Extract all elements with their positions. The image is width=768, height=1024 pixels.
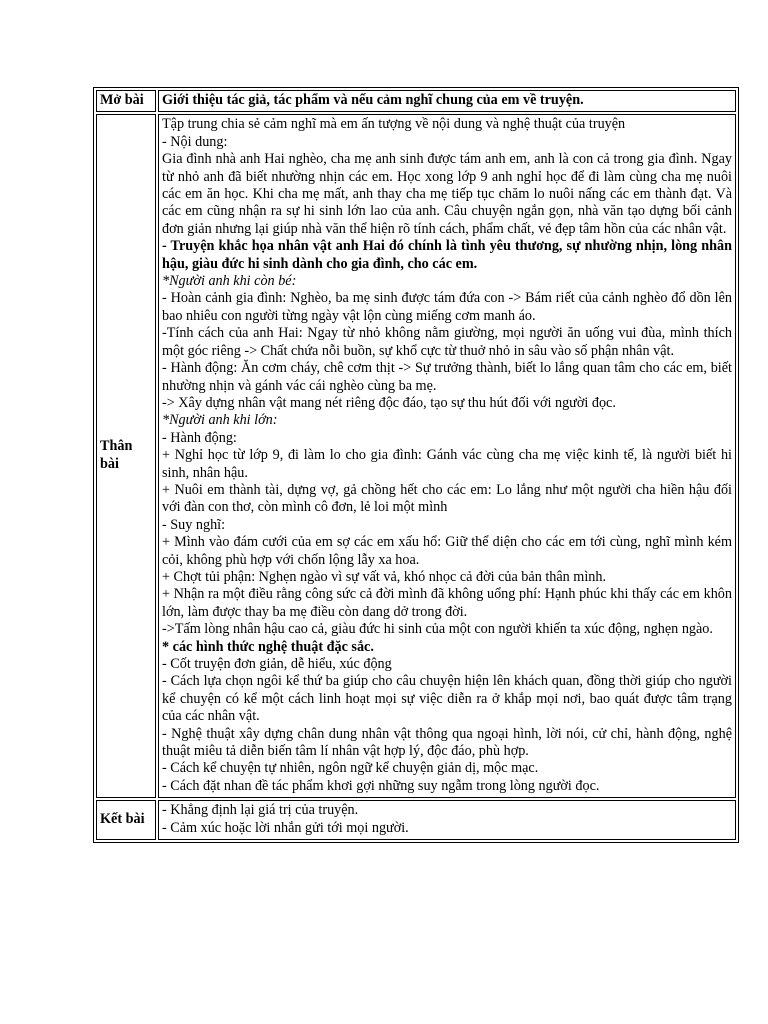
row-than-bai	[96, 114, 736, 798]
content-line: *Người anh khi còn bé:	[162, 273, 297, 290]
content-line: - Cảm xúc hoặc lời nhắn gửi tới mọi người.	[162, 819, 409, 836]
content-line: - Truyện khắc họa nhân vật anh Hai đó chính là tình yêu thương, sự nhường nhịn, lòng nhân hậu, giàu đức hi sinh dành cho gia đình, cho các em.	[162, 238, 732, 272]
row-heading: Kết bài	[96, 800, 156, 840]
row-ket-bai	[96, 800, 736, 840]
content-line: *Người anh khi lớn:	[162, 412, 278, 429]
row-heading: Thân bài	[96, 114, 156, 798]
row-mo-bai	[96, 90, 736, 112]
content-line: - Hành động: Ăn cơm cháy, chê cơm thịt -> Sự trưởng thành, biết lo lắng quan tâm cho các em, biết nhường nhịn và gánh vác cái nghèo cùng ba mẹ.	[162, 360, 732, 394]
content-line: - Hành động:	[162, 429, 237, 446]
content-line: + Nuôi em thành tài, dựng vợ, gả chồng hết cho các em: Lo lắng như một người cha hiền hậu đối với đàn con thơ, còn mình cô đơn, lẻ loi một mình	[162, 481, 732, 516]
row-content	[158, 90, 736, 112]
content-line: -> Xây dựng nhân vật mang nét riêng độc đáo, tạo sự thu hút đối với người đọc.	[162, 394, 616, 411]
content-line: - Cách kể chuyện tự nhiên, ngôn ngữ kể chuyện giản dị, mộc mạc.	[162, 760, 539, 777]
content-line: * các hình thức nghệ thuật đặc sắc.	[162, 638, 374, 655]
content-line: - Cách lựa chọn ngôi kể thứ ba giúp cho câu chuyện hiện lên khách quan, đồng thời giúp cho người kể chuyện có kể một cách linh hoạt mọi sự việc diễn ra ở khắp mọi nơi, bao quát được tâm trạng của các nhân vật.	[162, 673, 732, 725]
content-line: - Nghệ thuật xây dựng chân dung nhân vật thông qua ngoại hình, lời nói, cử chỉ, hành động, nghệ thuật miêu tả diễn biến tâm lí nhân vật hợp lý, độc đáo, phù hợp.	[162, 725, 732, 760]
content-line: - Cách đặt nhan đề tác phẩm khơi gợi những suy ngẫm trong lòng người đọc.	[162, 777, 600, 794]
content-line: + Nhận ra một điều rằng công sức cả đời mình đã không uổng phí: Hạnh phúc khi thấy các em khôn lớn, làm được thay ba mẹ điều còn dang dở trong đời.	[162, 586, 732, 620]
row-content	[158, 800, 736, 840]
content-line: + Chợt tủi phận: Nghẹn ngào vì sự vất vả, khó nhọc cả đời của bản thân mình.	[162, 568, 607, 585]
row-heading: Mở bài	[96, 90, 156, 112]
content-line: - Khẳng định lại giá trị của truyện.	[162, 802, 359, 819]
content-line: + Mình vào đám cưới của em sợ các em xấu hổ: Giữ thể diện cho các em tới cùng, nghĩ mình kém cỏi, không phù hợp với chốn lộng lẫy xa hoa.	[162, 534, 732, 568]
content-line: -Tính cách của anh Hai: Ngay từ nhỏ không nằm giường, mọi người ăn uống vui đùa, mình thích một góc riêng -> Chất chứa nỗi buồn, sự khổ cực từ thuở nhỏ in sâu vào số phận nhân vật.	[162, 325, 732, 359]
content-line: ->Tấm lòng nhân hậu cao cả, giàu đức hi sinh của một con người khiến ta xúc động, nghẹn ngào.	[162, 621, 713, 638]
content-line: - Hoàn cảnh gia đình: Nghèo, ba mẹ sinh được tám đứa con -> Bám riết của cảnh nghèo đổ dồn lên bao nhiêu con người từng ngày vật lộn cùng miếng cơm manh áo.	[162, 290, 732, 324]
row-content	[158, 114, 736, 798]
content-line: Tập trung chia sẻ cảm nghĩ mà em ấn tượng về nội dung và nghệ thuật của truyện	[162, 116, 626, 133]
content-line: - Cốt truyện đơn giản, dễ hiểu, xúc động	[162, 656, 392, 672]
content-line: - Suy nghĩ:	[162, 516, 226, 533]
content-line: Giới thiệu tác giả, tác phẩm và nếu cảm nghĩ chung của em về truyện.	[162, 92, 584, 108]
content-line: Gia đình nhà anh Hai nghèo, cha mẹ anh sinh được tám anh em, anh là con cả trong gia đình. Ngay từ nhỏ anh đã biết nhường nhịn các em. Học xong lớp 9 anh nghỉ học để đi làm cùng cha mẹ nuôi các em ăn học. Khi cha mẹ mất, anh thay cha mẹ tiếp tục chăm lo nuôi nấng các em thành đạt. Và các em cũng nhận ra sự hi sinh lớn lao của anh. Câu chuyện ngắn gọn, nhà văn tạo dựng bối cảnh đơn giản nhưng lại giúp nhà văn thể hiện rõ tính cách, phẩm chất, vẻ đẹp tâm hồn của các nhân vật.	[162, 151, 732, 237]
content-line: - Nội dung:	[162, 133, 228, 150]
content-line: + Nghỉ học từ lớp 9, đi làm lo cho gia đình: Gánh vác cùng cha mẹ việc kinh tế, là người biết hi sinh, nhân hậu.	[162, 447, 732, 481]
outline-table	[93, 87, 739, 843]
